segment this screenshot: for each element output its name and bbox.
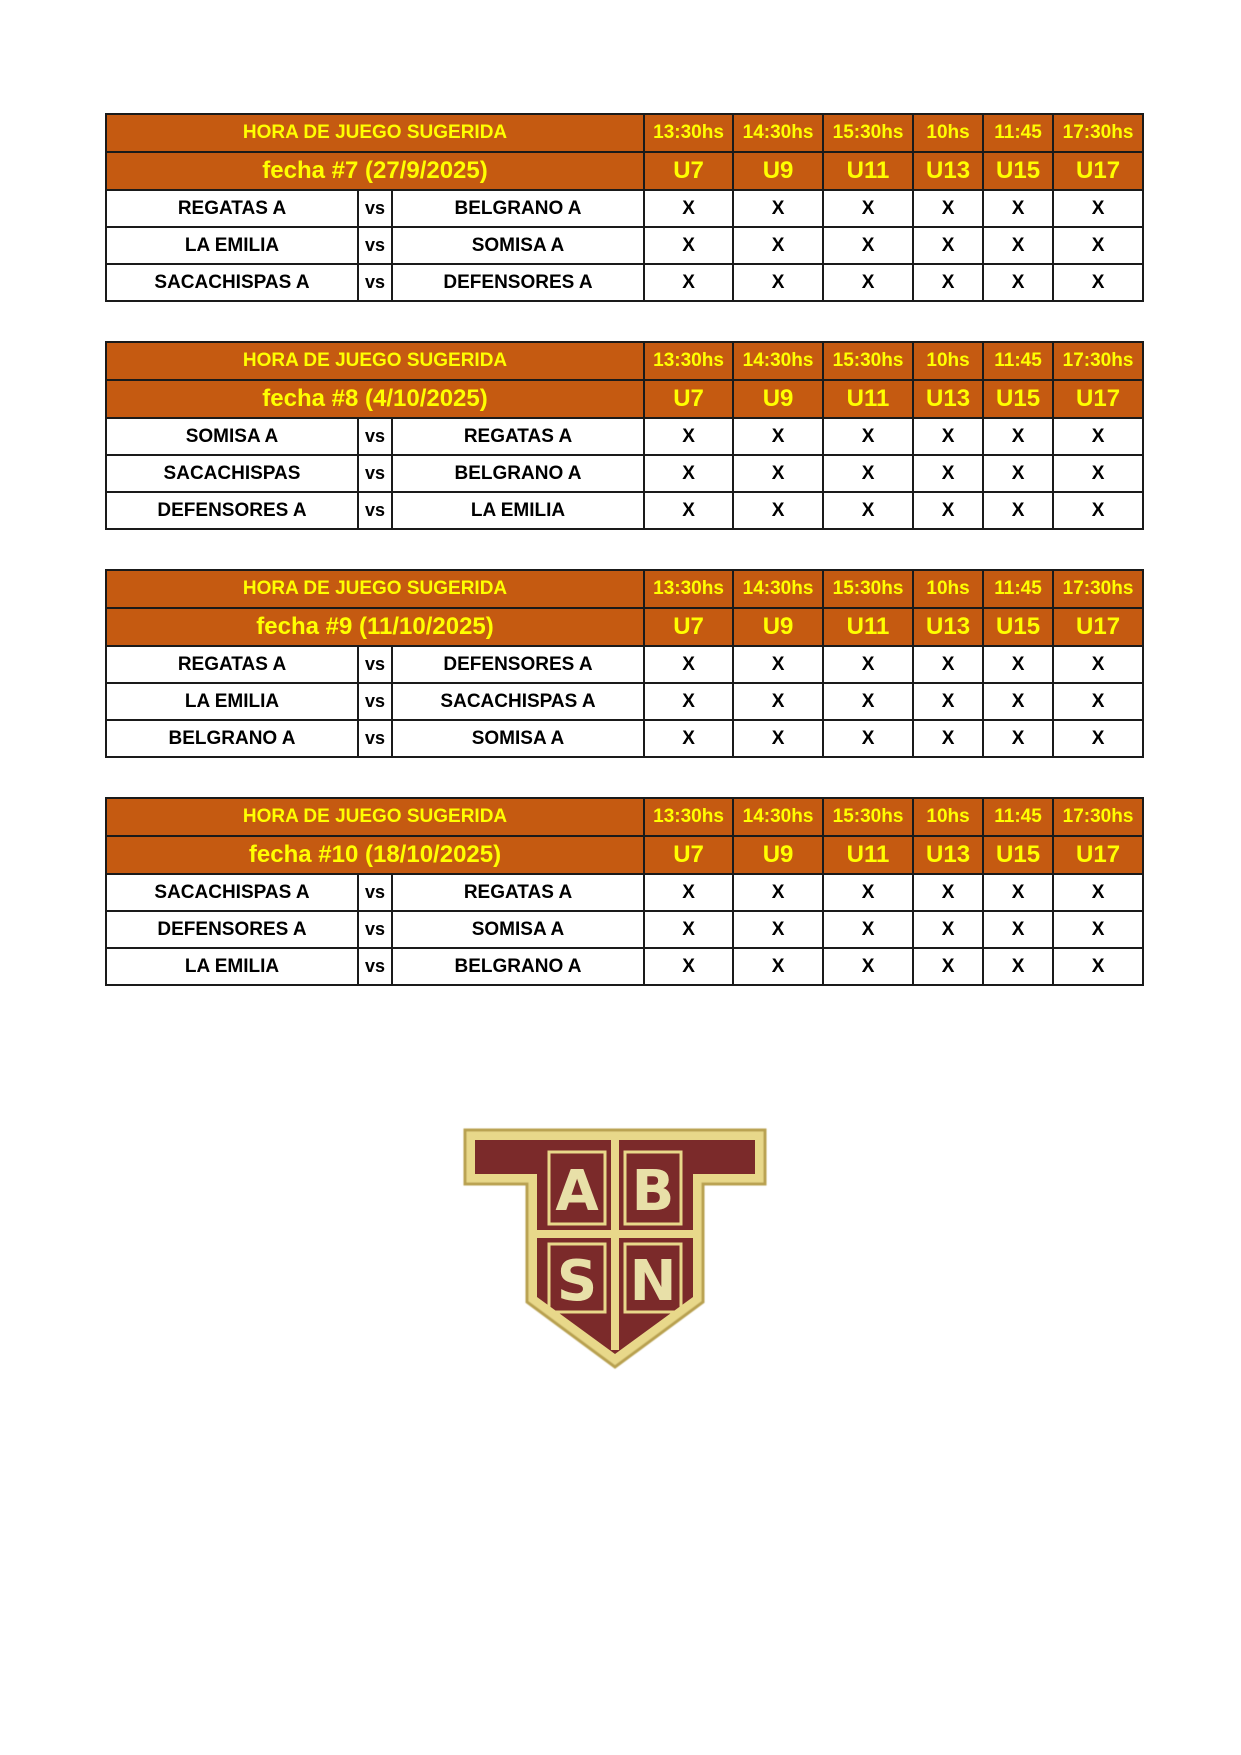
mark-u9: X: [733, 418, 823, 455]
vs-label: vs: [358, 418, 392, 455]
category-u13: U13: [913, 380, 983, 418]
home-team: LA EMILIA: [106, 948, 358, 985]
crest-letter-a: A: [555, 1159, 599, 1224]
time-u17: 17:30hs: [1053, 114, 1143, 152]
mark-u17: X: [1053, 190, 1143, 227]
match-row: [106, 264, 1143, 301]
mark-u15: X: [983, 492, 1053, 529]
vs-label: vs: [358, 948, 392, 985]
fixture-table: [105, 341, 1144, 530]
category-u17: U17: [1053, 152, 1143, 190]
mark-u7: X: [644, 874, 733, 911]
category-u9: U9: [733, 836, 823, 874]
mark-u7: X: [644, 911, 733, 948]
mark-u13: X: [913, 646, 983, 683]
crest-letter-n: N: [629, 1249, 677, 1314]
mark-u13: X: [913, 227, 983, 264]
mark-u7: X: [644, 418, 733, 455]
category-u9: U9: [733, 380, 823, 418]
vs-label: vs: [358, 190, 392, 227]
time-u9: 14:30hs: [733, 342, 823, 380]
time-u7: 13:30hs: [644, 342, 733, 380]
home-team: REGATAS A: [106, 646, 358, 683]
match-row: [106, 911, 1143, 948]
category-u15: U15: [983, 608, 1053, 646]
mark-u17: X: [1053, 720, 1143, 757]
category-u7: U7: [644, 836, 733, 874]
time-u15: 11:45: [983, 342, 1053, 380]
mark-u11: X: [823, 264, 913, 301]
suggested-time-label: HORA DE JUEGO SUGERIDA: [106, 342, 644, 380]
time-u9: 14:30hs: [733, 114, 823, 152]
time-u9: 14:30hs: [733, 570, 823, 608]
match-row: [106, 646, 1143, 683]
vs-label: vs: [358, 874, 392, 911]
match-row: [106, 874, 1143, 911]
category-u9: U9: [733, 152, 823, 190]
category-u15: U15: [983, 836, 1053, 874]
mark-u11: X: [823, 646, 913, 683]
mark-u7: X: [644, 646, 733, 683]
mark-u15: X: [983, 874, 1053, 911]
vs-label: vs: [358, 492, 392, 529]
vs-label: vs: [358, 455, 392, 492]
time-u15: 11:45: [983, 114, 1053, 152]
away-team: DEFENSORES A: [392, 646, 644, 683]
away-team: REGATAS A: [392, 874, 644, 911]
mark-u17: X: [1053, 492, 1143, 529]
mark-u11: X: [823, 720, 913, 757]
mark-u13: X: [913, 911, 983, 948]
time-u9: 14:30hs: [733, 798, 823, 836]
mark-u9: X: [733, 264, 823, 301]
mark-u13: X: [913, 455, 983, 492]
category-u11: U11: [823, 836, 913, 874]
time-u17: 17:30hs: [1053, 570, 1143, 608]
away-team: REGATAS A: [392, 418, 644, 455]
crest-letter-s: S: [556, 1249, 598, 1314]
time-u15: 11:45: [983, 798, 1053, 836]
category-u11: U11: [823, 152, 913, 190]
away-team: SOMISA A: [392, 720, 644, 757]
home-team: SOMISA A: [106, 418, 358, 455]
category-u13: U13: [913, 836, 983, 874]
mark-u7: X: [644, 455, 733, 492]
home-team: LA EMILIA: [106, 227, 358, 264]
vs-label: vs: [358, 264, 392, 301]
vs-label: vs: [358, 646, 392, 683]
category-u11: U11: [823, 608, 913, 646]
away-team: SACACHISPAS A: [392, 683, 644, 720]
home-team: SACACHISPAS A: [106, 264, 358, 301]
time-u11: 15:30hs: [823, 798, 913, 836]
mark-u9: X: [733, 227, 823, 264]
time-u17: 17:30hs: [1053, 342, 1143, 380]
home-team: SACACHISPAS A: [106, 874, 358, 911]
time-u7: 13:30hs: [644, 570, 733, 608]
time-u15: 11:45: [983, 570, 1053, 608]
time-u13: 10hs: [913, 798, 983, 836]
mark-u17: X: [1053, 646, 1143, 683]
mark-u13: X: [913, 264, 983, 301]
mark-u13: X: [913, 948, 983, 985]
time-u7: 13:30hs: [644, 114, 733, 152]
time-u13: 10hs: [913, 342, 983, 380]
match-row: [106, 418, 1143, 455]
vs-label: vs: [358, 683, 392, 720]
mark-u15: X: [983, 683, 1053, 720]
category-u7: U7: [644, 152, 733, 190]
mark-u9: X: [733, 911, 823, 948]
time-u13: 10hs: [913, 570, 983, 608]
mark-u9: X: [733, 492, 823, 529]
fixture-table: [105, 569, 1144, 758]
category-u7: U7: [644, 608, 733, 646]
fixture-table: [105, 797, 1144, 986]
time-u7: 13:30hs: [644, 798, 733, 836]
mark-u15: X: [983, 455, 1053, 492]
fixture-title: fecha #9 (11/10/2025): [106, 608, 644, 646]
home-team: DEFENSORES A: [106, 492, 358, 529]
mark-u9: X: [733, 646, 823, 683]
suggested-time-label: HORA DE JUEGO SUGERIDA: [106, 798, 644, 836]
fixture-title: fecha #10 (18/10/2025): [106, 836, 644, 874]
mark-u11: X: [823, 911, 913, 948]
category-u13: U13: [913, 608, 983, 646]
mark-u13: X: [913, 190, 983, 227]
mark-u17: X: [1053, 874, 1143, 911]
match-row: [106, 190, 1143, 227]
mark-u9: X: [733, 455, 823, 492]
vs-label: vs: [358, 911, 392, 948]
time-u11: 15:30hs: [823, 570, 913, 608]
mark-u15: X: [983, 418, 1053, 455]
category-u15: U15: [983, 380, 1053, 418]
home-team: BELGRANO A: [106, 720, 358, 757]
mark-u11: X: [823, 948, 913, 985]
away-team: SOMISA A: [392, 911, 644, 948]
mark-u17: X: [1053, 683, 1143, 720]
home-team: SACACHISPAS: [106, 455, 358, 492]
mark-u9: X: [733, 948, 823, 985]
time-u11: 15:30hs: [823, 342, 913, 380]
mark-u11: X: [823, 874, 913, 911]
match-row: [106, 948, 1143, 985]
time-u17: 17:30hs: [1053, 798, 1143, 836]
fixture-title: fecha #7 (27/9/2025): [106, 152, 644, 190]
vs-label: vs: [358, 720, 392, 757]
away-team: BELGRANO A: [392, 190, 644, 227]
match-row: [106, 227, 1143, 264]
suggested-time-label: HORA DE JUEGO SUGERIDA: [106, 114, 644, 152]
match-row: [106, 455, 1143, 492]
match-row: [106, 492, 1143, 529]
mark-u13: X: [913, 720, 983, 757]
mark-u15: X: [983, 646, 1053, 683]
mark-u9: X: [733, 190, 823, 227]
away-team: BELGRANO A: [392, 948, 644, 985]
mark-u15: X: [983, 911, 1053, 948]
match-row: [106, 720, 1143, 757]
mark-u17: X: [1053, 264, 1143, 301]
mark-u15: X: [983, 948, 1053, 985]
mark-u7: X: [644, 264, 733, 301]
mark-u17: X: [1053, 948, 1143, 985]
mark-u17: X: [1053, 227, 1143, 264]
mark-u11: X: [823, 227, 913, 264]
match-row: [106, 683, 1143, 720]
home-team: DEFENSORES A: [106, 911, 358, 948]
home-team: LA EMILIA: [106, 683, 358, 720]
mark-u17: X: [1053, 455, 1143, 492]
fixture-table: [105, 113, 1144, 302]
mark-u15: X: [983, 227, 1053, 264]
mark-u9: X: [733, 720, 823, 757]
mark-u7: X: [644, 227, 733, 264]
club-crest-logo: [455, 1122, 775, 1372]
crest-letter-b: B: [631, 1159, 675, 1224]
mark-u13: X: [913, 418, 983, 455]
category-u17: U17: [1053, 836, 1143, 874]
mark-u7: X: [644, 190, 733, 227]
category-u17: U17: [1053, 608, 1143, 646]
mark-u15: X: [983, 190, 1053, 227]
mark-u15: X: [983, 720, 1053, 757]
mark-u17: X: [1053, 911, 1143, 948]
mark-u13: X: [913, 683, 983, 720]
mark-u13: X: [913, 492, 983, 529]
away-team: BELGRANO A: [392, 455, 644, 492]
category-u7: U7: [644, 380, 733, 418]
category-u11: U11: [823, 380, 913, 418]
time-u11: 15:30hs: [823, 114, 913, 152]
mark-u11: X: [823, 190, 913, 227]
away-team: DEFENSORES A: [392, 264, 644, 301]
vs-label: vs: [358, 227, 392, 264]
category-u13: U13: [913, 152, 983, 190]
category-u9: U9: [733, 608, 823, 646]
mark-u9: X: [733, 874, 823, 911]
mark-u13: X: [913, 874, 983, 911]
mark-u7: X: [644, 948, 733, 985]
time-u13: 10hs: [913, 114, 983, 152]
away-team: SOMISA A: [392, 227, 644, 264]
mark-u7: X: [644, 720, 733, 757]
fixture-title: fecha #8 (4/10/2025): [106, 380, 644, 418]
mark-u15: X: [983, 264, 1053, 301]
suggested-time-label: HORA DE JUEGO SUGERIDA: [106, 570, 644, 608]
mark-u11: X: [823, 418, 913, 455]
mark-u11: X: [823, 492, 913, 529]
mark-u17: X: [1053, 418, 1143, 455]
category-u15: U15: [983, 152, 1053, 190]
mark-u7: X: [644, 492, 733, 529]
mark-u9: X: [733, 683, 823, 720]
mark-u11: X: [823, 455, 913, 492]
away-team: LA EMILIA: [392, 492, 644, 529]
mark-u7: X: [644, 683, 733, 720]
category-u17: U17: [1053, 380, 1143, 418]
mark-u11: X: [823, 683, 913, 720]
home-team: REGATAS A: [106, 190, 358, 227]
